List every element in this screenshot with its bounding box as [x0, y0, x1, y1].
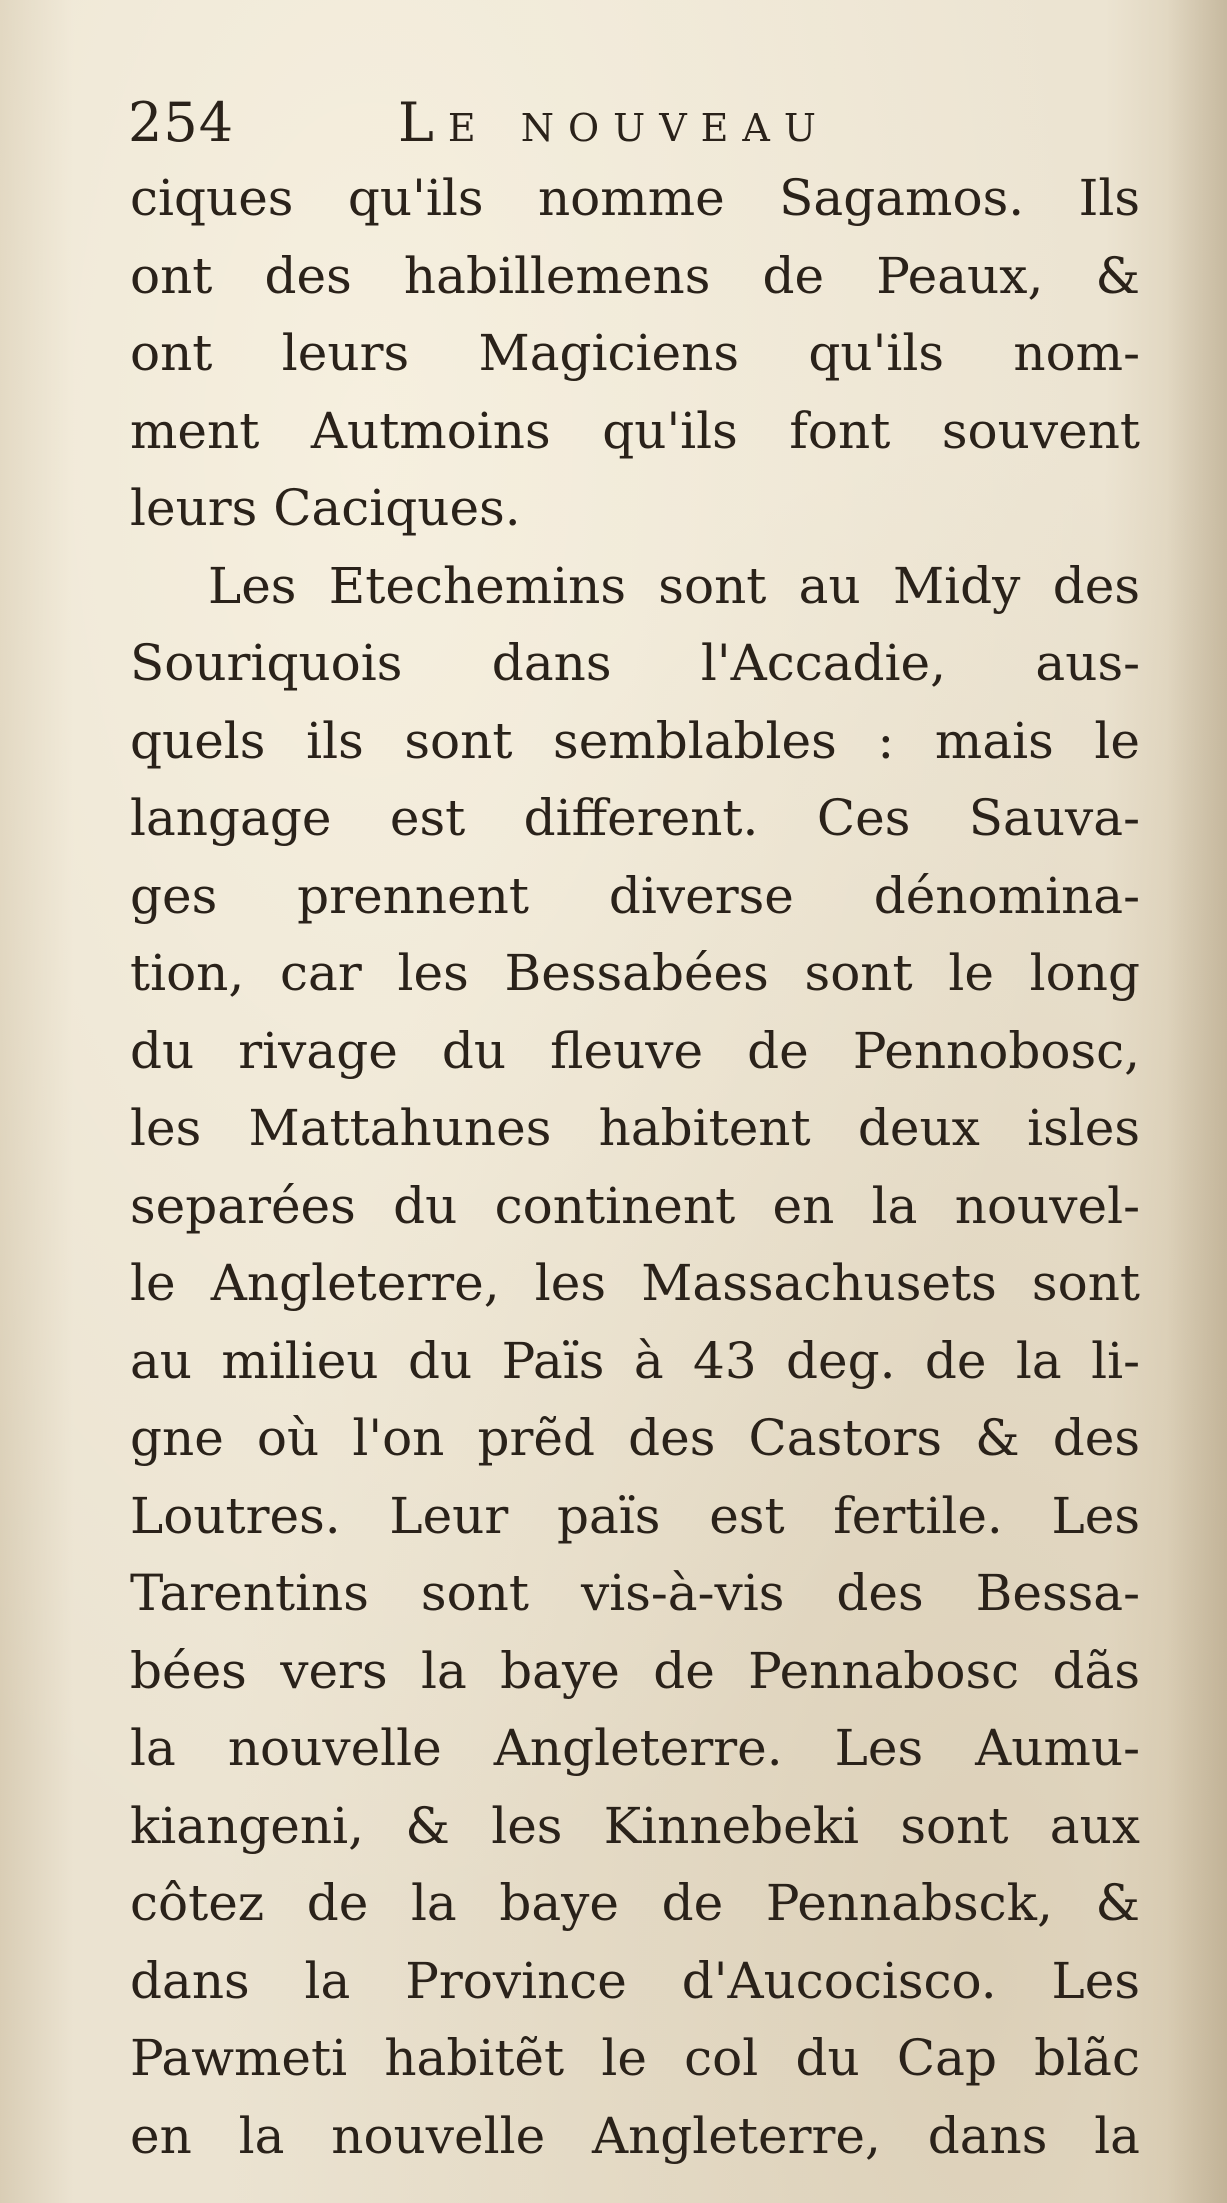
text-line: bées vers la baye de Pennabosc dãs: [130, 1641, 1140, 1700]
text-line: ont leurs Magiciens qu'ils nom-: [130, 324, 1140, 382]
text-line: Souriquois dans l'Accadie, aus-: [130, 634, 1140, 692]
text-line: le Angleterre, les Massachusets sont: [130, 1254, 1140, 1312]
running-title: Le nouveau: [398, 91, 830, 154]
text-line: Pawmeti habitẽt le col du Cap blãc: [130, 2029, 1140, 2087]
text-line: dans la Province d'Aucocisco. Les: [130, 1951, 1140, 2010]
text-line: Les Etechemins sont au Midy des: [208, 556, 1140, 615]
text-line: Tarentins sont vis-à-vis des Bessa-: [130, 1564, 1140, 1622]
text-line: ciques qu'ils nomme Sagamos. Ils: [130, 169, 1140, 227]
text-line: ment Autmoins qu'ils font souvent: [130, 401, 1140, 460]
text-line: ges prennent diverse dénomina-: [130, 866, 1140, 925]
text-line: leurs Caciques.: [130, 479, 521, 537]
body-text: [130, 160, 1140, 2175]
page-edge-shadow: [1167, 0, 1227, 2203]
text-line: la nouvelle Angleterre. Les Aumu-: [130, 1719, 1140, 1777]
text-line: au milieu du Païs à 43 deg. de la li-: [130, 1331, 1140, 1390]
page-number: 254: [128, 91, 235, 154]
text-line: gne où l'on prẽd des Castors & des: [130, 1409, 1140, 1467]
text-line: kiangeni, & les Kinnebeki sont aux: [130, 1796, 1140, 1855]
text-line: ont des habillemens de Peaux, &: [130, 246, 1140, 305]
text-line: côtez de la baye de Pennabsck, &: [130, 1874, 1140, 1932]
text-line: en la nouvelle Angleterre, dans la: [130, 2106, 1140, 2165]
text-line: langage est different. Ces Sauva-: [130, 789, 1140, 847]
text-line: separées du continent en la nouvel-: [130, 1176, 1140, 1235]
text-line: du rivage du fleuve de Pennobosc,: [130, 1021, 1140, 1080]
text-line: quels ils sont semblables : mais le: [130, 711, 1140, 770]
text-line: tion, car les Bessabées sont le long: [130, 944, 1140, 1002]
running-head: [128, 88, 1128, 158]
text-line: Loutres. Leur païs est fertile. Les: [130, 1486, 1140, 1545]
text-line: les Mattahunes habitent deux isles: [130, 1099, 1140, 1157]
